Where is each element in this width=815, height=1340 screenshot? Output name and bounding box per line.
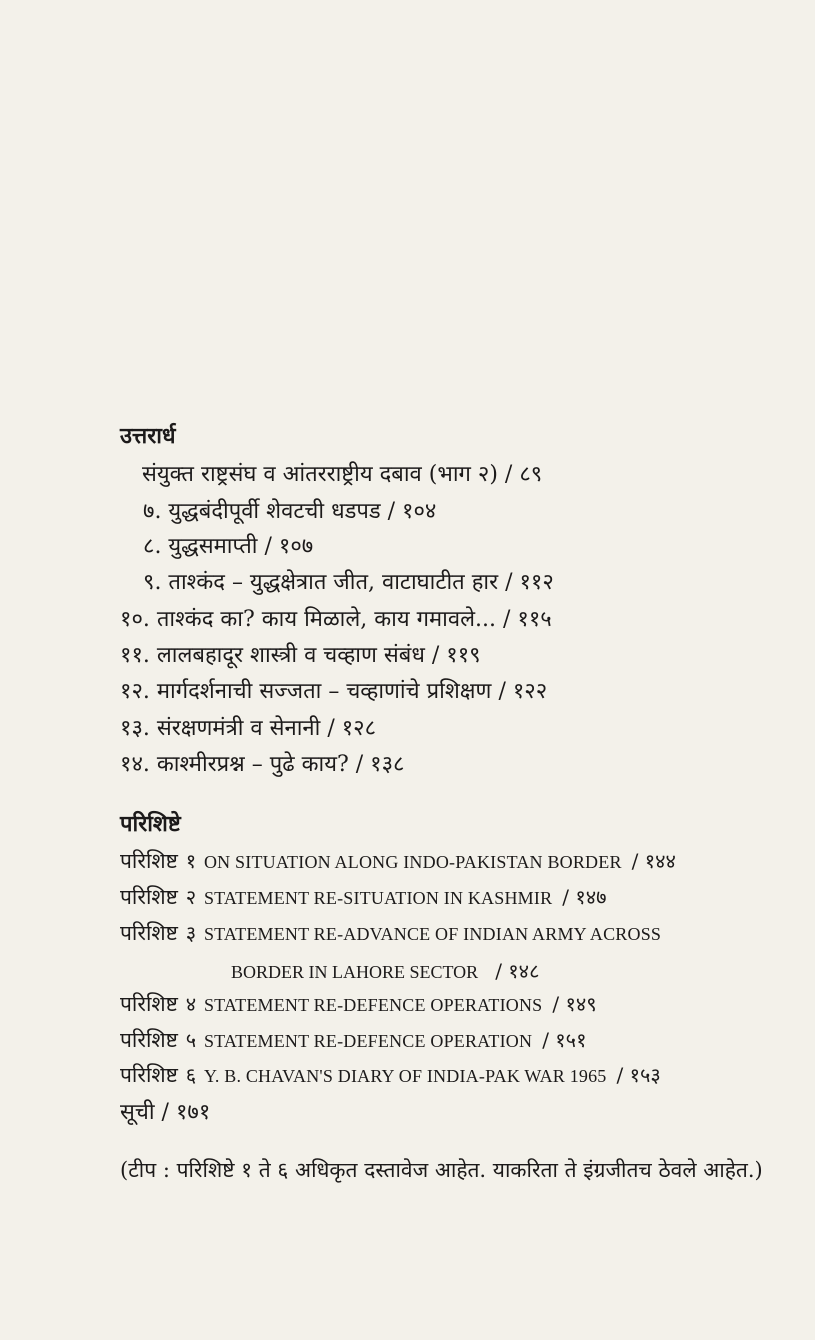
footnote: (टीप : परिशिष्टे १ ते ६ अधिकृत दस्तावेज आहेत. याकरिता ते इंग्रजीतच ठेवले आहेत.) bbox=[120, 1158, 763, 1182]
appendix-title: STATEMENT RE-DEFENCE OPERATIONS bbox=[203, 995, 543, 1015]
appendix-page: / १४८ bbox=[495, 959, 540, 983]
appendix-title: STATEMENT RE-ADVANCE OF INDIAN ARMY ACROSS bbox=[203, 924, 662, 944]
appendix-label: परिशिष्ट bbox=[120, 1063, 178, 1087]
appendix-title: STATEMENT RE-DEFENCE OPERATION bbox=[203, 1031, 533, 1051]
toc-entry: ७. युद्धबंदीपूर्वी शेवटची धडपड / १०४ bbox=[143, 499, 437, 524]
appendix-entry bbox=[120, 883, 607, 911]
toc-entry: १२. मार्गदर्शनाची सज्जता – चव्हाणांचे प्रशिक्षण / १२२ bbox=[120, 679, 548, 704]
appendix-entry bbox=[120, 1026, 586, 1054]
appendix-continuation-title: BORDER IN LAHORE SECTOR bbox=[231, 962, 479, 982]
appendix-title: ON SITUATION ALONG INDO-PAKISTAN BORDER bbox=[203, 852, 622, 872]
appendix-page: / १४७ bbox=[562, 885, 607, 909]
appendix-page: / १५३ bbox=[616, 1063, 661, 1087]
appendix-number: ५ bbox=[185, 1028, 197, 1052]
section-heading-parishishte: परिशिष्टे bbox=[120, 811, 181, 837]
appendix-number: ३ bbox=[185, 921, 197, 945]
appendix-page: / १५१ bbox=[542, 1028, 587, 1052]
appendix-label: परिशिष्ट bbox=[120, 885, 178, 909]
section-heading-uttarardh: उत्तरार्ध bbox=[120, 423, 176, 449]
appendix-entry bbox=[120, 990, 597, 1018]
toc-entry: १३. संरक्षणमंत्री व सेनानी / १२८ bbox=[120, 716, 377, 741]
appendix-entry bbox=[120, 847, 676, 875]
appendix-label: परिशिष्ट bbox=[120, 1028, 178, 1052]
appendix-title: STATEMENT RE-SITUATION IN KASHMIR bbox=[203, 888, 553, 908]
toc-entry: संयुक्त राष्ट्रसंघ व आंतरराष्ट्रीय दबाव (भाग २) / ८९ bbox=[142, 462, 543, 487]
toc-entry: ११. लालबहादूर शास्त्री व चव्हाण संबंध / ११९ bbox=[120, 643, 481, 668]
toc-entry: १०. ताश्कंद का? काय मिळाले, काय गमावले... / ११५ bbox=[120, 607, 552, 632]
appendix-label: परिशिष्ट bbox=[120, 921, 178, 945]
appendix-page: / १४४ bbox=[631, 849, 676, 873]
toc-entry: १४. काश्मीरप्रश्न – पुढे काय? / १३८ bbox=[120, 752, 405, 777]
appendix-label: परिशिष्ट bbox=[120, 849, 178, 873]
appendix-number: १ bbox=[185, 849, 197, 873]
appendix-title: Y. B. CHAVAN'S DIARY OF INDIA-PAK WAR 1965 bbox=[203, 1066, 607, 1086]
appendix-continuation bbox=[231, 957, 539, 984]
appendix-entry bbox=[120, 919, 661, 947]
appendix-number: २ bbox=[185, 885, 197, 909]
appendix-number: ४ bbox=[185, 992, 197, 1016]
appendix-entry bbox=[120, 1061, 661, 1089]
appendix-number: ६ bbox=[185, 1063, 197, 1087]
appendix-page: / १४९ bbox=[552, 992, 597, 1016]
index-entry: सूची / १७१ bbox=[120, 1100, 211, 1125]
appendix-label: परिशिष्ट bbox=[120, 992, 178, 1016]
toc-entry: ८. युद्धसमाप्ती / १०७ bbox=[143, 534, 314, 559]
toc-entry: ९. ताश्कंद – युद्धक्षेत्रात जीत, वाटाघाटीत हार / ११२ bbox=[143, 570, 554, 595]
